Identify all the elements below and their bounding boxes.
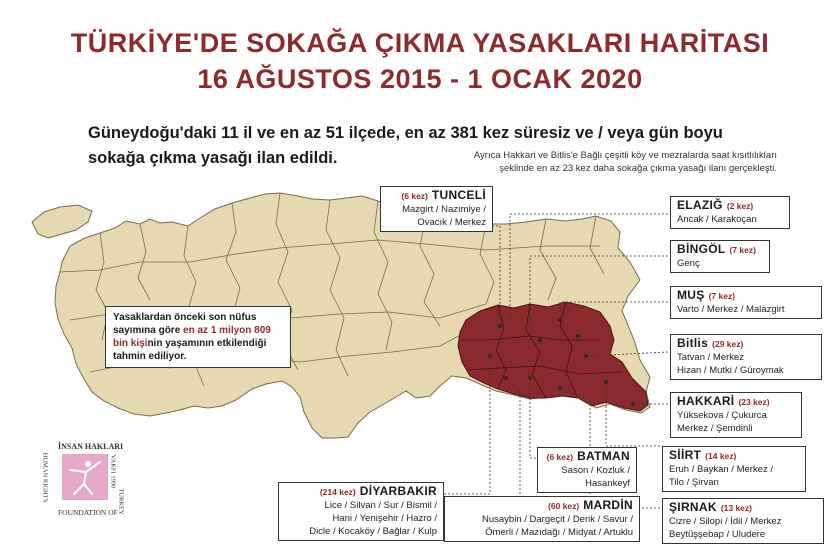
sirnak-count: (13 kez) <box>720 503 752 513</box>
siirt-districts-2: Tilo / Şirvan <box>669 477 719 488</box>
bitlis-districts-1: Tatvan / Merkez <box>677 352 745 363</box>
logo-pink-square <box>62 454 108 500</box>
diyarbakir-districts-3: Dicle / Kocaköy / Bağlar / Kulp <box>309 526 437 537</box>
mardin-districts-1: Nusaybin / Dargeçit / Derik / Savur / <box>482 514 633 525</box>
batman-districts-2: Hasankeyf <box>585 478 630 489</box>
mus-districts: Varto / Merkez / Malazgirt <box>677 304 785 315</box>
logo-bottom-text: FOUNDATION OF <box>58 508 118 517</box>
batman-districts-1: Sason / Kozluk / <box>561 465 630 476</box>
label-bingol <box>670 240 770 273</box>
map-subtitle-dates: 16 AĞUSTOS 2015 - 1 OCAK 2020 <box>197 64 643 94</box>
tunceli-districts-2: Ovacık / Merkez <box>417 217 486 228</box>
info-text-part-1: Yasaklardan önceki son nüfus sayımına göre <box>113 312 257 336</box>
mardin-name: MARDİN <box>583 498 633 512</box>
batman-name: BATMAN <box>577 449 630 463</box>
label-sirnak <box>662 498 824 544</box>
label-mus <box>670 286 822 319</box>
tunceli-count: (6 kez) <box>401 191 428 201</box>
elazig-districts: Ancak / Karakoçan <box>677 214 757 225</box>
side-note-line-1: Ayrıca Hakkari ve Bitlis'e Bağlı çeşitli köy ve mezralarda saat kısıtlılıkları <box>473 150 777 161</box>
logo-right-text: VAKFI 1990 <box>109 454 117 489</box>
label-tunceli <box>380 186 493 232</box>
bitlis-districts-2: Hizan / Mutki / Güroymak <box>677 365 784 376</box>
map-title: TÜRKİYE'DE SOKAĞA ÇIKMA YASAKLARI HARİTASI <box>70 28 770 58</box>
label-siirt <box>662 446 806 492</box>
logo-left-text: HUMAN RIGHTS <box>41 452 49 503</box>
bingol-districts: Genç <box>677 258 700 269</box>
diyarbakir-districts-2: Hani / Yenişehir / Hazro / <box>332 513 437 524</box>
label-elazig <box>670 196 790 229</box>
label-diyarbakir <box>278 482 444 541</box>
elazig-name: ELAZIĞ <box>677 198 723 212</box>
bitlis-name: Bitlis <box>677 336 709 350</box>
lead-line-2: sokağa çıkma yasağı ilan edildi. <box>88 149 338 167</box>
tunceli-districts-1: Mazgirt / Nazımiye / <box>402 204 486 215</box>
logo-top-text: İNSAN HAKLARI <box>58 442 124 451</box>
bingol-name: BİNGÖL <box>677 242 726 256</box>
hakkari-districts-1: Yüksekova / Çukurca <box>677 410 767 421</box>
mus-name: MUŞ <box>677 288 705 302</box>
elazig-count: (2 kez) <box>726 201 754 211</box>
mus-count: (7 kez) <box>708 291 736 301</box>
siirt-count: (14 kez) <box>705 451 737 461</box>
mardin-count: (60 kez) <box>548 501 580 511</box>
ihf-logo <box>42 428 137 543</box>
batman-count: (6 kez) <box>546 452 574 462</box>
diyarbakir-name: DİYARBAKIR <box>359 484 437 498</box>
hakkari-name: HAKKARİ <box>677 394 735 408</box>
figure-icon <box>62 454 108 500</box>
label-batman <box>537 447 637 493</box>
info-text-part-2: nin yaşamının etkilendiği tahmin ediliyor. <box>113 338 267 362</box>
side-note-line-2: şeklinde en az 23 kez daha sokağa çıkma yasağı ilanı gerçekleşti. <box>499 163 777 174</box>
logo-right-text-2: TURKEY <box>117 488 125 515</box>
siirt-districts-1: Eruh / Baykan / Merkez / <box>669 464 774 475</box>
population-info-box <box>105 306 291 368</box>
bingol-count: (7 kez) <box>729 245 756 255</box>
hakkari-districts-2: Merkez / Şemdinli <box>677 423 753 434</box>
tunceli-name: TUNCELİ <box>431 188 486 202</box>
label-mardin <box>444 496 640 542</box>
hakkari-count: (23 kez) <box>738 397 770 407</box>
diyarbakir-count: (214 kez) <box>319 487 356 497</box>
info-highlight: en az 1 milyon 809 bin kişi <box>113 325 271 349</box>
sirnak-name: ŞIRNAK <box>669 500 717 514</box>
label-hakkari <box>670 392 802 438</box>
sirnak-districts-2: Beytüşşebap / Uludere <box>669 529 766 540</box>
thrace-land <box>32 205 92 238</box>
mardin-districts-2: Ömerli / Mazıdağı / Midyat / Artuklu <box>485 527 633 538</box>
label-bitlis <box>670 334 822 380</box>
bitlis-count: (29 kez) <box>712 339 744 349</box>
lead-line-1: Güneydoğu'daki 11 il ve en az 51 ilçede, en az 381 kez süresiz ve / veya gün boyu <box>88 124 723 142</box>
siirt-name: SİİRT <box>669 448 702 462</box>
diyarbakir-districts-1: Lice / Silvan / Sur / Bismil / <box>324 500 437 511</box>
sirnak-districts-1: Cizre / Silopi / İdil / Merkez <box>669 516 782 527</box>
